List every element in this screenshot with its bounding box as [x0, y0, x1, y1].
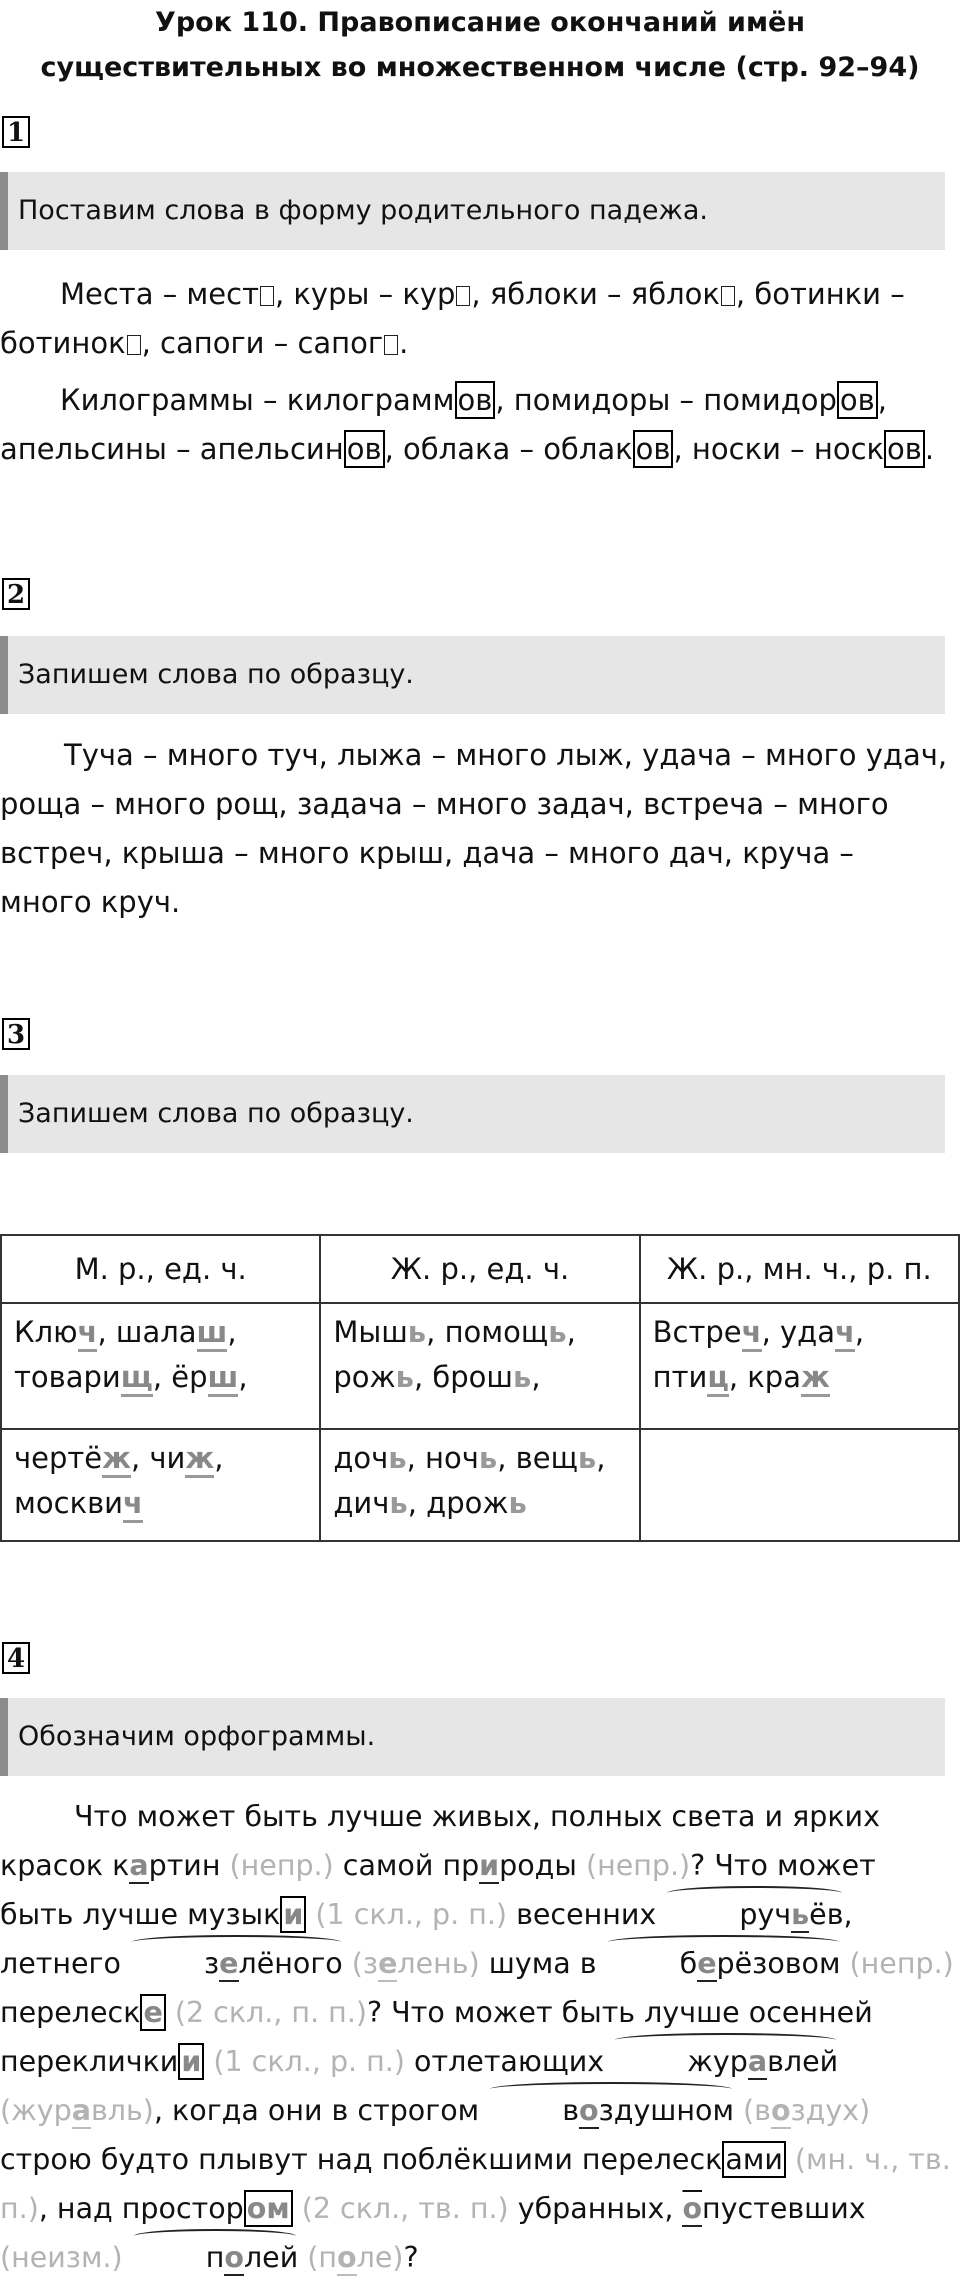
blank-box	[260, 286, 274, 306]
ending-box: и	[178, 2043, 204, 2080]
exercise-4-text	[0, 1792, 956, 2282]
task-instruction-3: Запишем слова по образцу.	[0, 1075, 945, 1153]
exercise-number-1: 1	[2, 116, 30, 148]
ending-box: ами	[722, 2141, 786, 2178]
table-cell: дочь, ночь, вещь, дичь, дрожь	[320, 1429, 639, 1541]
task-instruction-4: Обозначим орфограммы.	[0, 1698, 945, 1776]
table-cell	[640, 1429, 959, 1541]
task-instruction-1: Поставим слова в форму родительного падежа.	[0, 172, 945, 250]
table-cell: Ключ, шалаш, товарищ, ёрш,	[1, 1303, 320, 1429]
ending-box: ов	[633, 430, 674, 468]
table-cell: Встреч, удач, птиц, краж	[640, 1303, 959, 1429]
exercise-number-3: 3	[2, 1018, 30, 1050]
blank-box	[127, 335, 141, 355]
table-header: М. р., ед. ч.	[1, 1235, 320, 1303]
ex1-line-2: ботинок , сапоги – сапог .	[0, 326, 409, 360]
ending-box: ов	[344, 430, 385, 468]
root-arc: берёзовом	[606, 1939, 841, 1988]
page-title	[0, 0, 960, 90]
ending-box: е	[140, 1994, 165, 2031]
ex1-line-3: Килограммы – килограмм ов , помидоры – помидор ов ,	[60, 383, 887, 417]
root-arc: ручьёв	[665, 1890, 843, 1939]
root-arc: полей	[132, 2233, 299, 2282]
ending-box: ов	[837, 381, 878, 419]
table-header-row	[1, 1235, 959, 1303]
exercise-2-text	[0, 731, 950, 927]
ex2-paragraph: Туча – много туч, лыжа – много лыж, удача – много удач, роща – много рощ, задача – много задач, встреча – много встреч, крыша – много крыш, дача – много дач, круча – много круч.	[0, 738, 948, 919]
table-header: Ж. р., мн. ч., р. п.	[640, 1235, 959, 1303]
word-table	[0, 1234, 960, 1542]
ending-box: ов	[455, 381, 496, 419]
ex1-line-4: апельсины – апельсин ов , облака – облак ов , носки – носк ов .	[0, 432, 935, 466]
exercise-number-4: 4	[2, 1642, 30, 1674]
ex4-paragraph: Что может быть лучше живых, полных света и ярких красок картин (непр.) самой природы (непр.)? Что может быть лучше музык и (1 скл., р. п.) весенних ручьёв, летнего зелёного (зелень) шума в берёзовом (непр.) перелеск е (2 скл., п. п.)? Что может быть лучше осенней переклички и (1 скл., р. п.) отлетающих журавлей (журавль), когда они в строгом воздушном (воздух) строю будто плывут над поблёкшими перелеск ами (мн. ч., тв. п.), над простор ом (2 скл., тв. п.) убранных, опустевших (неизм.) полей (поле)?	[0, 1792, 956, 2282]
ending-box: и	[280, 1896, 306, 1933]
table-row	[1, 1429, 959, 1541]
ending-box: ов	[884, 430, 925, 468]
blank-box	[721, 286, 735, 306]
title-line-1: Урок 110. Правописание окончаний имён	[155, 7, 805, 38]
ending-box: ом	[244, 2190, 293, 2227]
root-arc: воздушном	[488, 2086, 734, 2135]
exercise-1-text	[0, 270, 950, 474]
task-instruction-2: Запишем слова по образцу.	[0, 636, 945, 714]
title-line-2: существительных во множественном числе (стр. 92–94)	[40, 52, 920, 83]
prefix-mark: о	[682, 2192, 703, 2225]
blank-box	[384, 335, 398, 355]
table-cell: чертёж, чиж, москвич	[1, 1429, 320, 1541]
blank-box	[456, 286, 470, 306]
root-arc: журавлей	[613, 2037, 838, 2086]
table-row	[1, 1303, 959, 1429]
exercise-number-2: 2	[2, 578, 30, 610]
ex1-line-1: Места – мест , куры – кур , яблоки – яблок , ботинки –	[60, 277, 905, 311]
table-header: Ж. р., ед. ч.	[320, 1235, 639, 1303]
root-arc: зелёного	[130, 1939, 343, 1988]
table-cell: Мышь, помощь, рожь, брошь,	[320, 1303, 639, 1429]
